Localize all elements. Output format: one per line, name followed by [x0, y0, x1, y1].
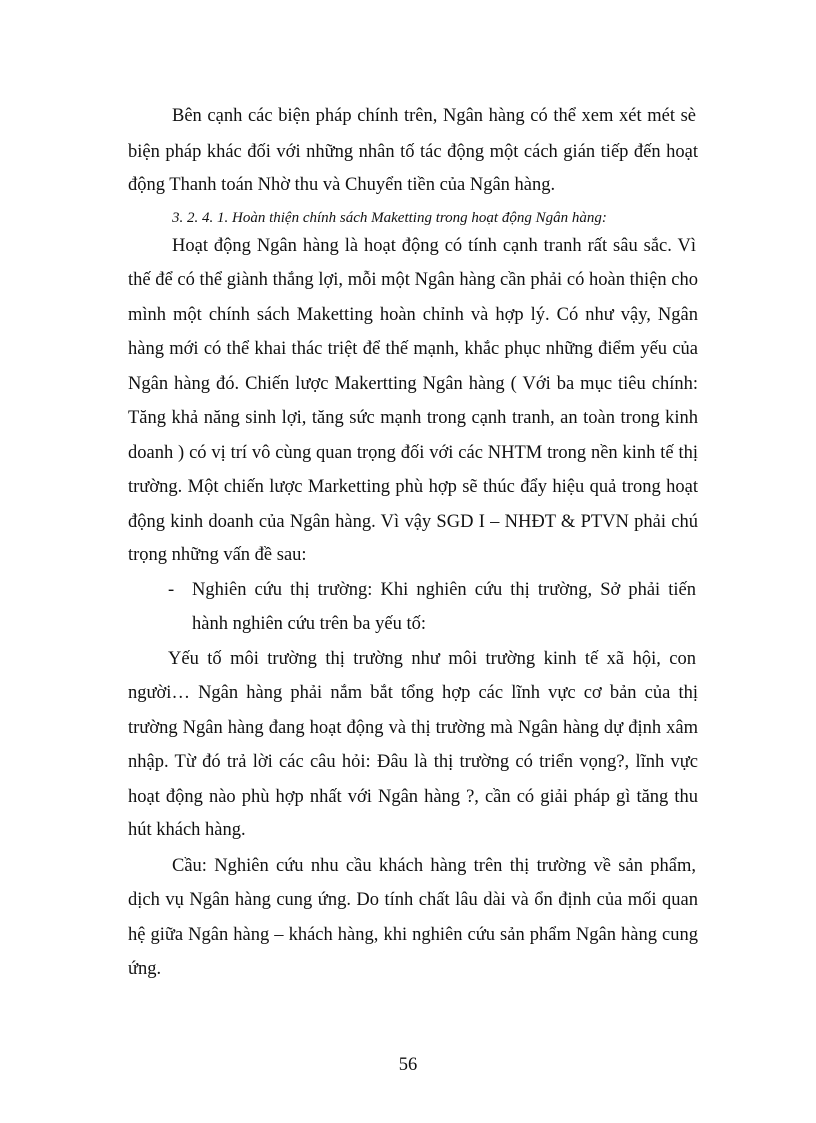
- section-heading: 3. 2. 4. 1. Hoàn thiện chính sách Maketting trong hoạt động Ngân hàng:: [172, 210, 607, 226]
- paragraph-1-line-6: Tăng khả năng sinh lợi, tăng sức mạnh trong cạnh tranh, an toàn trong kinh: [128, 408, 698, 428]
- paragraph-1-line-9: động kinh doanh của Ngân hàng. Vì vậy SGD I – NHĐT & PTVN phải chú: [128, 512, 698, 532]
- intro-line-3: động Thanh toán Nhờ thu và Chuyển tiền của Ngân hàng.: [128, 175, 556, 195]
- paragraph-1-line-7: doanh ) có vị trí vô cùng quan trọng đối với các NHTM trong nền kinh tế thị: [128, 443, 698, 463]
- bullet-line-2: hành nghiên cứu trên ba yếu tố:: [192, 614, 427, 634]
- paragraph-2-line-2: người… Ngân hàng phải nắm bắt tổng hợp các lĩnh vực cơ bản của thị: [128, 683, 698, 703]
- paragraph-2-line-5: hoạt động nào phù hợp nhất với Ngân hàng ?, cần có giải pháp gì tăng thu: [128, 787, 698, 807]
- paragraph-1-line-2: thế để có thể giành thắng lợi, mỗi một Ngân hàng cần phải có hoàn thiện cho: [128, 270, 698, 290]
- page-number: 56: [398, 1055, 418, 1075]
- paragraph-3-line-2: dịch vụ Ngân hàng cung ứng. Do tính chất lâu dài và ổn định của mối quan: [128, 890, 698, 910]
- intro-line-2: biện pháp khác đối với những nhân tố tác động một cách gián tiếp đến hoạt: [128, 142, 698, 162]
- bullet-line-1: Nghiên cứu thị trường: Khi nghiên cứu thị trường, Sở phải tiến: [192, 580, 696, 600]
- paragraph-1-line-5: Ngân hàng đó. Chiến lược Makertting Ngân hàng ( Với ba mục tiêu chính:: [128, 374, 698, 394]
- paragraph-3-line-1: Cầu: Nghiên cứu nhu cầu khách hàng trên thị trường về sản phẩm,: [172, 856, 696, 876]
- paragraph-1-line-8: trường. Một chiến lược Marketting phù hợp sẽ thúc đẩy hiệu quả trong hoạt: [128, 477, 698, 497]
- paragraph-2-line-3: trường Ngân hàng đang hoạt động và thị trường mà Ngân hàng dự định xâm: [128, 718, 698, 738]
- paragraph-2-line-6: hút khách hàng.: [128, 820, 246, 840]
- paragraph-2-line-4: nhập. Từ đó trả lời các câu hỏi: Đâu là thị trường có triển vọng?, lĩnh vực: [128, 752, 698, 772]
- paragraph-2-line-1: Yếu tố môi trường thị trường như môi trường kinh tế xã hội, con: [168, 649, 696, 669]
- intro-line-1: Bên cạnh các biện pháp chính trên, Ngân hàng có thể xem xét mét sè: [172, 106, 696, 126]
- paragraph-3-line-3: hệ giữa Ngân hàng – khách hàng, khi nghiên cứu sản phẩm Ngân hàng cung: [128, 925, 698, 945]
- paragraph-1-line-3: mình một chính sách Maketting hoàn chỉnh và hợp lý. Có như vậy, Ngân: [128, 305, 698, 325]
- bullet-marker: -: [168, 580, 175, 600]
- paragraph-1-line-4: hàng mới có thể khai thác triệt để thế mạnh, khắc phục những điểm yếu của: [128, 339, 698, 359]
- paragraph-3-line-4: ứng.: [128, 959, 162, 979]
- paragraph-1-line-1: Hoạt động Ngân hàng là hoạt động có tính cạnh tranh rất sâu sắc. Vì: [172, 236, 696, 256]
- paragraph-1-line-10: trọng những vấn đề sau:: [128, 545, 307, 565]
